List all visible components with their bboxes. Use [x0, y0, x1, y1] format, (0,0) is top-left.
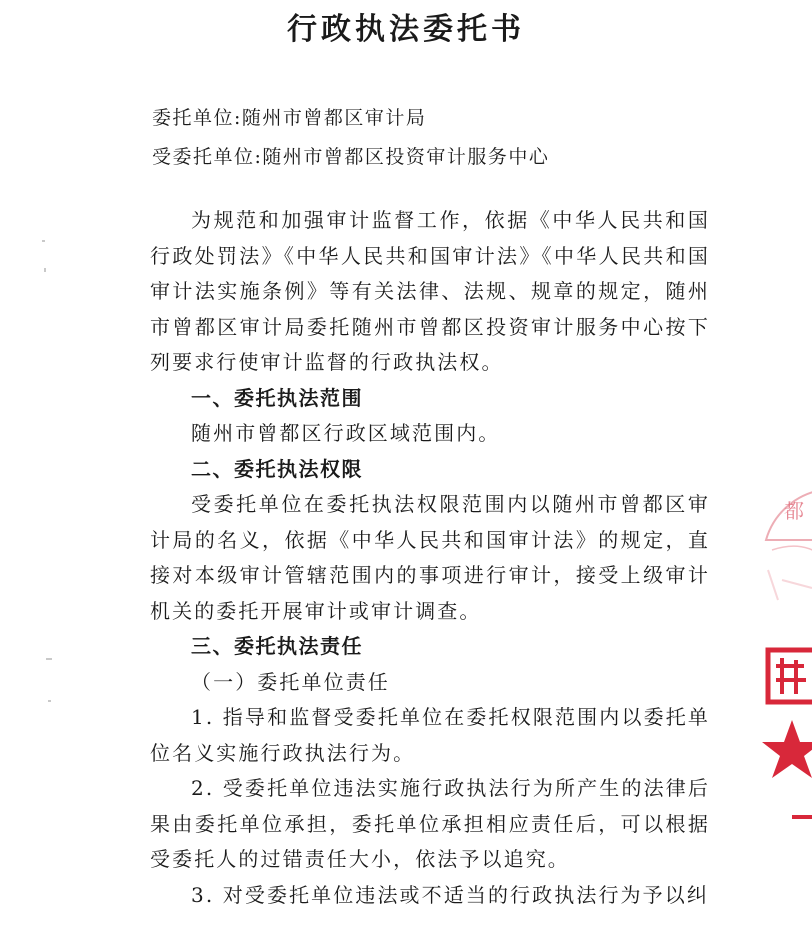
svg-text:都: 都	[784, 499, 804, 523]
item-2: 2. 受委托单位违法实施行政执法行为所产生的法律后果由委托单位承担，委托单位承担相应责任后，可以根据受委托人的过错责任大小，依法予以追究。	[150, 776, 710, 871]
scan-mark	[44, 268, 46, 272]
section2-heading: 二、委托执法权限	[191, 456, 363, 481]
principal-line: 委托单位:随州市曾都区审计局	[152, 107, 427, 129]
item-1: 1. 指导和监督受委托单位在委托权限范围内以委托单位名义实施行政执法行为。	[150, 705, 710, 765]
item-3: 3. 对受委托单位违法或不适当的行政执法行为予以纠	[191, 882, 709, 907]
official-seal-stamp	[762, 470, 812, 850]
agent-line: 受委托单位:随州市曾都区投资审计服务中心	[152, 146, 550, 168]
scan-mark	[46, 658, 52, 660]
document-body	[150, 203, 710, 913]
section3-subheading: （一）委托单位责任	[191, 669, 390, 694]
document-title: 行政执法委托书	[287, 12, 525, 47]
section1-text: 随州市曾都区行政区域范围内。	[191, 421, 501, 445]
section1-heading: 一、委托执法范围	[191, 385, 363, 410]
scan-mark	[48, 700, 51, 702]
section3-heading: 三、委托执法责任	[191, 634, 363, 658]
section2-text: 受委托单位在委托执法权限范围内以随州市曾都区审计局的名义，依据《中华人民共和国审计法》的规定，直接对本级审计管辖范围内的事项进行审计，接受上级审计机关的委托开展审计或审计调查。	[150, 492, 710, 623]
intro-paragraph: 为规范和加强审计监督工作，依据《中华人民共和国行政处罚法》《中华人民共和国审计法》《中华人民共和国审计法实施条例》等有关法律、法规、规章的规定，随州市曾都区审计局委托随州市曾都区投资审计服务中心按下列要求行使审计监督的行政执法权。	[150, 208, 710, 374]
scan-mark	[42, 240, 45, 242]
